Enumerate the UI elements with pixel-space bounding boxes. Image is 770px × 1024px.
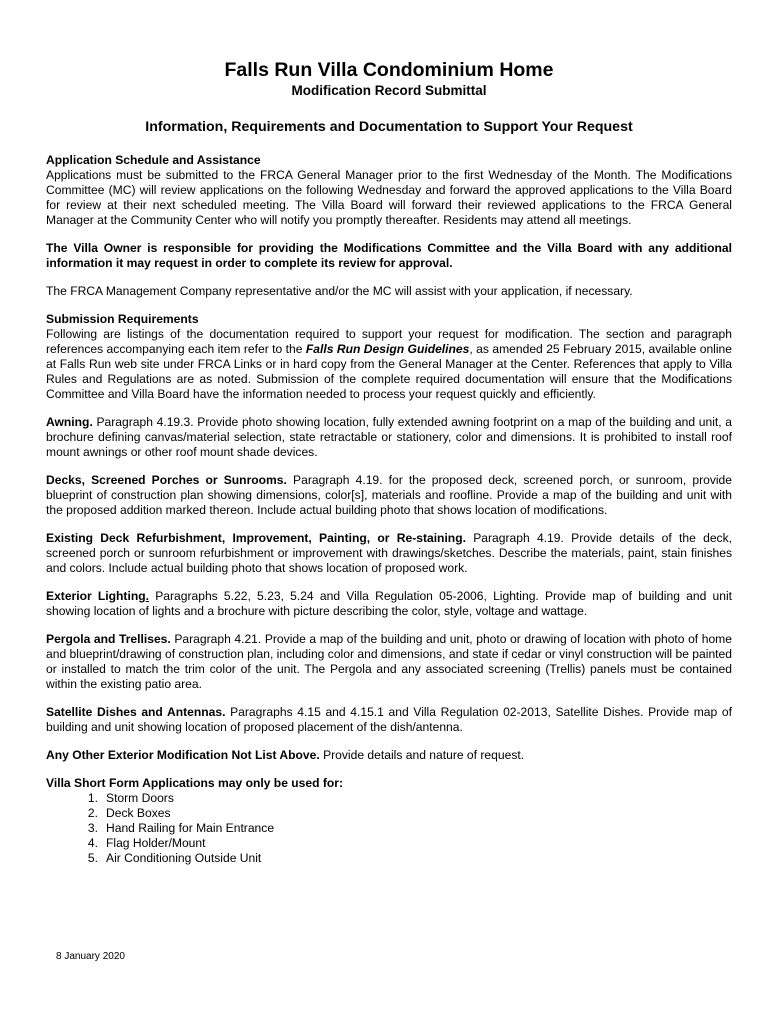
list-item bbox=[46, 836, 732, 851]
item-other-label: Any Other Exterior Modification Not List Above. bbox=[46, 748, 320, 762]
item-pergola-label: Pergola and Trellises. bbox=[46, 632, 171, 646]
submission-body bbox=[46, 327, 732, 402]
assist-note: The FRCA Management Company representative and/or the MC will assist with your application, if necessary. bbox=[46, 284, 633, 298]
list-item bbox=[46, 821, 732, 836]
design-guidelines-title: Falls Run Design Guidelines bbox=[305, 342, 470, 356]
schedule-heading: Application Schedule and Assistance bbox=[46, 153, 261, 167]
short-form-heading: Villa Short Form Applications may only be used for: bbox=[46, 776, 344, 790]
item-satellite-text: Paragraphs 4.15 and 4.15.1 and Villa Regulation 02-2013, Satellite Dishes. Provide map of building and unit showing location of proposed placement of the dish/antenna. bbox=[46, 705, 732, 734]
list-item-number: 1. bbox=[87, 791, 98, 805]
list-item-number: 5. bbox=[87, 851, 98, 865]
item-decks-label: Decks, Screened Porches or Sunrooms. bbox=[46, 473, 287, 487]
item-decks-text: Paragraph 4.19. for the proposed deck, screened porch, or sunroom, provide blueprint of construction plan showing dimensions, color[s], materials and roofline. Provide a map of the building and unit with the proposed addition marked thereon. Include actual building photo that shows location of modifications. bbox=[46, 473, 733, 517]
short-form-list bbox=[46, 791, 732, 866]
list-item-number: 2. bbox=[87, 806, 98, 820]
item-lighting-period: . bbox=[145, 589, 149, 603]
list-item-text: Hand Railing for Main Entrance bbox=[106, 821, 275, 835]
item-refurbishment-text: Paragraph 4.19. Provide details of the deck, screened porch or sunroom refurbishment or improvement with drawings/sketches. Describe the materials, paint, stain finishes and colors. Include actual building photo that shows location of proposed work. bbox=[46, 531, 732, 575]
schedule-body: Applications must be submitted to the FRCA General Manager prior to the first Wednesday of the Month. The Modifications Committee (MC) will review applications on the following Wednesday and forward the approved applications to the Villa Board for review at their next scheduled meeting. The Villa Board will forward their reviewed applications to the FRCA General Manager at the Community Center who will notify you promptly thereafter. Residents may attend all meetings. bbox=[46, 168, 732, 227]
item-lighting-text: Paragraphs 5.22, 5.23, 5.24 and Villa Regulation 05-2006, Lighting. Provide map of building and unit showing location of lights and a brochure with picture describing the color, style, voltage and wattage. bbox=[46, 589, 733, 618]
list-item-number: 4. bbox=[87, 836, 98, 850]
item-refurbishment bbox=[46, 531, 732, 576]
item-refurbishment-label: Existing Deck Refurbishment, Improvement, Painting, or Re-staining. bbox=[46, 531, 466, 545]
document-subtitle: Modification Record Submittal bbox=[291, 83, 487, 98]
list-item bbox=[46, 851, 732, 866]
document-title: Falls Run Villa Condominium Home bbox=[224, 59, 554, 81]
item-other bbox=[46, 748, 732, 763]
list-item-text: Deck Boxes bbox=[106, 806, 171, 820]
list-item bbox=[46, 791, 732, 806]
submission-body-start: Following are listings of the documentation required to support your request for modification. The section and paragraph references accompanying each item refer to the bbox=[46, 327, 732, 356]
section-heading: Information, Requirements and Documentation to Support Your Request bbox=[145, 119, 633, 135]
list-item bbox=[46, 806, 732, 821]
list-item-text: Storm Doors bbox=[106, 791, 174, 805]
submission-body-end: , as amended 25 February 2015, available online at Falls Run web site under FRCA Links or in hard copy from the General Manager at the Center. References that apply to Villa Rules and Regulations are as noted. Submission of the complete required documentation will ensure that the Modifications Committee and Villa Board have the information needed to process your request quickly and efficiently. bbox=[46, 342, 732, 401]
item-decks bbox=[46, 473, 732, 518]
item-lighting-label: Exterior Lighting bbox=[46, 589, 146, 603]
list-item-number: 3. bbox=[87, 821, 98, 835]
document-page bbox=[46, 58, 732, 866]
item-awning bbox=[46, 415, 732, 460]
submission-heading: Submission Requirements bbox=[46, 312, 199, 326]
item-satellite-label: Satellite Dishes and Antennas. bbox=[46, 705, 226, 719]
item-awning-label: Awning. bbox=[46, 415, 93, 429]
item-lighting bbox=[46, 589, 732, 619]
list-item-text: Flag Holder/Mount bbox=[106, 836, 206, 850]
owner-responsibility: The Villa Owner is responsible for providing the Modifications Committee and the Villa Board with any additional information it may request in order to complete its review for approval. bbox=[46, 241, 732, 270]
list-item-text: Air Conditioning Outside Unit bbox=[106, 851, 262, 865]
item-pergola bbox=[46, 632, 732, 692]
footer-date: 8 January 2020 bbox=[56, 951, 125, 962]
item-pergola-text: Paragraph 4.21. Provide a map of the building and unit, photo or drawing of location with photo of home and blueprint/drawing of construction plan, including color and dimensions, and state if cedar or vinyl construction will be painted or installed to match the trim color of the unit. The Pergola and any associated screening (Trellis) panels must be contained within the existing patio area. bbox=[46, 632, 732, 691]
item-awning-text: Paragraph 4.19.3. Provide photo showing location, fully extended awning footprint on a map of the building and unit, a brochure defining canvas/material selection, state retractable or stationery, color and dimensions. It is prohibited to install roof mount awnings or other roof mount shade devices. bbox=[46, 415, 732, 459]
item-satellite bbox=[46, 705, 732, 735]
item-other-text: Provide details and nature of request. bbox=[319, 748, 525, 762]
